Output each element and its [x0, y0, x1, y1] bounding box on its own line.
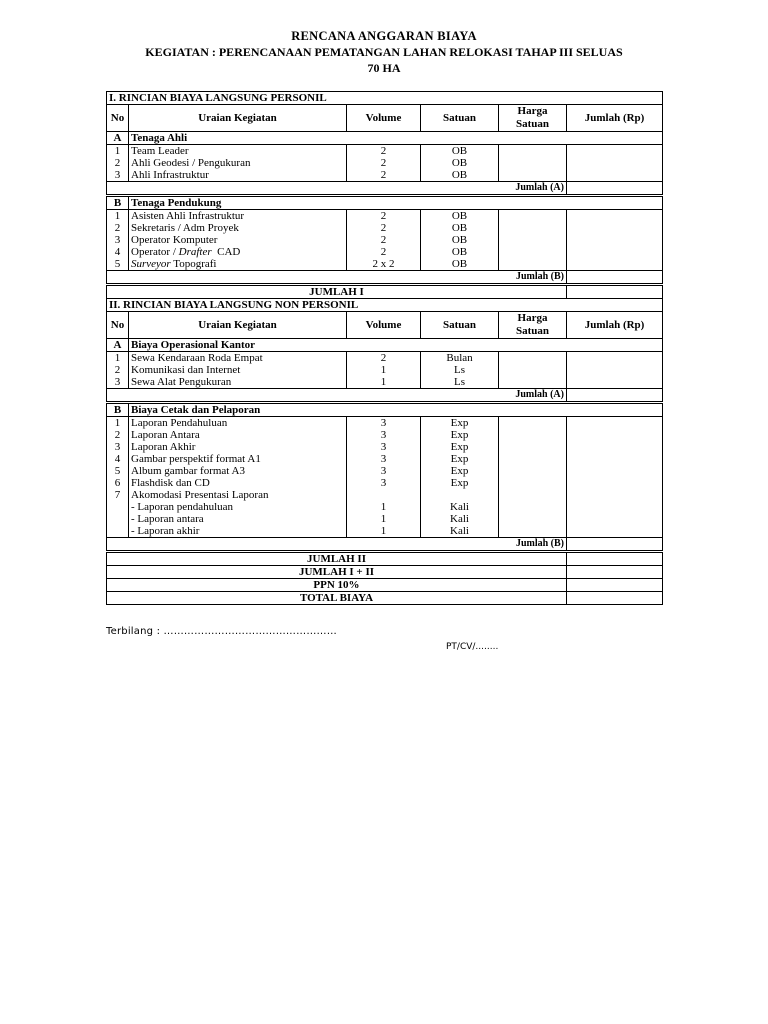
row-jumlah	[567, 489, 663, 501]
row-volume: 2 x 2	[347, 258, 421, 271]
subtotal-row	[107, 389, 663, 403]
grand-total-value	[567, 592, 663, 605]
row-harga	[499, 246, 567, 258]
row-harga	[499, 376, 567, 389]
row-no: 1	[107, 145, 129, 158]
subtotal-label: Jumlah (B)	[107, 271, 567, 285]
col-satuan-header: Satuan	[421, 312, 499, 339]
row-volume: 3	[347, 477, 421, 489]
document-title: RENCANA ANGGARAN BIAYA	[291, 29, 477, 43]
row-uraian: Asisten Ahli Infrastruktur	[129, 210, 347, 223]
group-code: A	[107, 132, 129, 145]
group-title: Biaya Cetak dan Pelaporan	[129, 403, 663, 417]
harga-label-line2: Satuan	[515, 325, 550, 337]
row-satuan: Kali	[421, 525, 499, 538]
column-header-row	[107, 105, 663, 132]
ppn-label: PPN 10%	[107, 579, 567, 592]
row-harga	[499, 465, 567, 477]
row-uraian: Ahli Geodesi / Pengukuran	[129, 157, 347, 169]
table-row	[107, 157, 663, 169]
row-harga	[499, 417, 567, 430]
row-no: 2	[107, 157, 129, 169]
row-jumlah	[567, 465, 663, 477]
col-no-header: No	[107, 312, 129, 339]
subtotal-value	[567, 389, 663, 403]
group-title: Tenaga Ahli	[129, 132, 663, 145]
harga-label-line1: Harga	[517, 105, 548, 117]
row-volume: 2	[347, 169, 421, 182]
harga-label-line1: Harga	[517, 312, 548, 324]
row-volume: 1	[347, 513, 421, 525]
company-placeholder: PT/CV/........	[446, 642, 499, 652]
col-volume-header: Volume	[347, 312, 421, 339]
uraian-text-suffix: CAD	[211, 246, 241, 258]
section-1-title: I. RINCIAN BIAYA LANGSUNG PERSONIL	[107, 92, 663, 105]
row-no: 5	[107, 258, 129, 271]
document-subtitle-continued: 70 HA	[367, 61, 401, 75]
row-satuan: Exp	[421, 417, 499, 430]
row-satuan: OB	[421, 169, 499, 182]
row-satuan: Ls	[421, 364, 499, 376]
total-value	[567, 552, 663, 566]
row-satuan: Exp	[421, 465, 499, 477]
row-satuan: OB	[421, 157, 499, 169]
group-code: A	[107, 339, 129, 352]
table-row	[107, 169, 663, 182]
row-volume: 3	[347, 417, 421, 430]
row-harga	[499, 210, 567, 223]
row-satuan: Kali	[421, 513, 499, 525]
row-satuan: OB	[421, 222, 499, 234]
grand-subtotal-row	[107, 566, 663, 579]
row-satuan	[421, 489, 499, 501]
row-uraian: Sewa Alat Pengukuran	[129, 376, 347, 389]
row-no: 7	[107, 489, 129, 501]
table-row	[107, 465, 663, 477]
row-harga	[499, 525, 567, 538]
row-no	[107, 513, 129, 525]
col-uraian-header: Uraian Kegiatan	[129, 312, 347, 339]
table-row	[107, 234, 663, 246]
section-1-heading-row	[107, 92, 663, 105]
col-jumlah-header: Jumlah (Rp)	[567, 312, 663, 339]
row-no: 6	[107, 477, 129, 489]
row-no: 2	[107, 222, 129, 234]
row-volume: 2	[347, 222, 421, 234]
subtotal-value	[567, 538, 663, 552]
row-harga	[499, 352, 567, 365]
section-2-heading-row	[107, 299, 663, 312]
table-row	[107, 429, 663, 441]
row-volume: 1	[347, 501, 421, 513]
jumlah-1-2-value	[567, 566, 663, 579]
row-no: 1	[107, 417, 129, 430]
row-uraian: Album gambar format A3	[129, 465, 347, 477]
row-volume: 2	[347, 234, 421, 246]
row-no: 3	[107, 376, 129, 389]
uraian-text-suffix: Topografi	[170, 258, 217, 270]
table-row	[107, 489, 663, 501]
row-jumlah	[567, 417, 663, 430]
row-uraian: Laporan Pendahuluan	[129, 417, 347, 430]
budget-table	[106, 91, 663, 605]
row-harga	[499, 453, 567, 465]
group-title: Biaya Operasional Kantor	[129, 339, 663, 352]
row-jumlah	[567, 429, 663, 441]
row-jumlah	[567, 145, 663, 158]
row-no	[107, 501, 129, 513]
row-no: 1	[107, 210, 129, 223]
section-2-title: II. RINCIAN BIAYA LANGSUNG NON PERSONIL	[107, 299, 663, 312]
table-row	[107, 352, 663, 365]
row-satuan: OB	[421, 210, 499, 223]
row-satuan: OB	[421, 145, 499, 158]
row-jumlah	[567, 210, 663, 223]
row-volume: 2	[347, 157, 421, 169]
subtotal-row	[107, 538, 663, 552]
row-harga	[499, 489, 567, 501]
row-harga	[499, 222, 567, 234]
row-uraian: Sewa Kendaraan Roda Empat	[129, 352, 347, 365]
row-satuan: Bulan	[421, 352, 499, 365]
row-uraian	[129, 258, 347, 271]
row-uraian: Laporan Akhir	[129, 441, 347, 453]
row-uraian: - Laporan pendahuluan	[129, 501, 347, 513]
total-label: JUMLAH I	[107, 285, 567, 299]
jumlah-1-2-label: JUMLAH I + II	[107, 566, 567, 579]
row-jumlah	[567, 525, 663, 538]
total-value	[567, 285, 663, 299]
row-jumlah	[567, 169, 663, 182]
total-label: JUMLAH II	[107, 552, 567, 566]
row-uraian: Ahli Infrastruktur	[129, 169, 347, 182]
row-volume: 3	[347, 465, 421, 477]
row-uraian: Komunikasi dan Internet	[129, 364, 347, 376]
row-volume	[347, 489, 421, 501]
row-harga	[499, 169, 567, 182]
row-uraian: - Laporan akhir	[129, 525, 347, 538]
row-satuan: Ls	[421, 376, 499, 389]
row-jumlah	[567, 222, 663, 234]
total-row	[107, 285, 663, 299]
terbilang-text: Terbilang : ……………………………………………	[106, 626, 337, 637]
row-jumlah	[567, 246, 663, 258]
table-row	[107, 441, 663, 453]
table-row	[107, 210, 663, 223]
row-satuan: OB	[421, 234, 499, 246]
group-code: B	[107, 403, 129, 417]
column-header-row	[107, 312, 663, 339]
row-harga	[499, 477, 567, 489]
grand-total-row	[107, 592, 663, 605]
row-uraian: Laporan Antara	[129, 429, 347, 441]
row-jumlah	[567, 441, 663, 453]
col-satuan-header: Satuan	[421, 105, 499, 132]
table-row	[107, 246, 663, 258]
row-harga	[499, 234, 567, 246]
row-uraian: Team Leader	[129, 145, 347, 158]
table-row	[107, 364, 663, 376]
row-uraian: - Laporan antara	[129, 513, 347, 525]
row-volume: 1	[347, 364, 421, 376]
table-row	[107, 525, 663, 538]
subtotal-row	[107, 182, 663, 196]
row-volume: 1	[347, 525, 421, 538]
harga-label-line2: Satuan	[515, 118, 550, 130]
subtotal-label: Jumlah (A)	[107, 389, 567, 403]
row-uraian: Akomodasi Presentasi Laporan	[129, 489, 347, 501]
row-volume: 2	[347, 210, 421, 223]
row-uraian: Flashdisk dan CD	[129, 477, 347, 489]
row-no: 3	[107, 441, 129, 453]
row-satuan: Exp	[421, 453, 499, 465]
group-code: B	[107, 196, 129, 210]
row-harga	[499, 157, 567, 169]
row-volume: 3	[347, 441, 421, 453]
table-row	[107, 417, 663, 430]
row-satuan: Exp	[421, 441, 499, 453]
table-row	[107, 258, 663, 271]
row-harga	[499, 429, 567, 441]
grand-total-label: TOTAL BIAYA	[107, 592, 567, 605]
col-volume-header: Volume	[347, 105, 421, 132]
group-heading-row	[107, 196, 663, 210]
subtotal-value	[567, 271, 663, 285]
row-jumlah	[567, 501, 663, 513]
table-row	[107, 376, 663, 389]
row-satuan: OB	[421, 246, 499, 258]
row-jumlah	[567, 258, 663, 271]
uraian-italic-text: Surveyor	[131, 258, 171, 270]
row-no: 5	[107, 465, 129, 477]
row-jumlah	[567, 352, 663, 365]
group-heading-row	[107, 403, 663, 417]
row-no: 2	[107, 364, 129, 376]
row-volume: 2	[347, 352, 421, 365]
row-no: 2	[107, 429, 129, 441]
row-uraian: Operator Komputer	[129, 234, 347, 246]
row-satuan: OB	[421, 258, 499, 271]
row-no: 1	[107, 352, 129, 365]
uraian-text: Operator /	[131, 246, 179, 258]
row-jumlah	[567, 453, 663, 465]
row-jumlah	[567, 513, 663, 525]
ppn-value	[567, 579, 663, 592]
col-uraian-header: Uraian Kegiatan	[129, 105, 347, 132]
row-harga	[499, 364, 567, 376]
row-no	[107, 525, 129, 538]
row-uraian: Gambar perspektif format A1	[129, 453, 347, 465]
col-jumlah-header: Jumlah (Rp)	[567, 105, 663, 132]
row-harga	[499, 145, 567, 158]
subtotal-row	[107, 271, 663, 285]
row-satuan: Kali	[421, 501, 499, 513]
group-title: Tenaga Pendukung	[129, 196, 663, 210]
row-harga	[499, 513, 567, 525]
col-harga-header	[499, 312, 567, 339]
row-no: 4	[107, 246, 129, 258]
row-no: 3	[107, 234, 129, 246]
table-row	[107, 477, 663, 489]
row-volume: 2	[347, 145, 421, 158]
col-no-header: No	[107, 105, 129, 132]
document-subtitle: KEGIATAN : PERENCANAAN PEMATANGAN LAHAN RELOKASI TAHAP III SELUAS	[145, 45, 623, 59]
row-satuan: Exp	[421, 429, 499, 441]
row-harga	[499, 501, 567, 513]
subtotal-label: Jumlah (B)	[107, 538, 567, 552]
subtotal-label: Jumlah (A)	[107, 182, 567, 196]
row-no: 4	[107, 453, 129, 465]
group-heading-row	[107, 132, 663, 145]
total-row	[107, 552, 663, 566]
row-harga	[499, 441, 567, 453]
row-jumlah	[567, 376, 663, 389]
row-volume: 3	[347, 453, 421, 465]
row-jumlah	[567, 364, 663, 376]
table-row	[107, 513, 663, 525]
row-harga	[499, 258, 567, 271]
table-row	[107, 501, 663, 513]
row-jumlah	[567, 477, 663, 489]
row-uraian	[129, 246, 347, 258]
subtotal-value	[567, 182, 663, 196]
row-uraian: Sekretaris / Adm Proyek	[129, 222, 347, 234]
group-heading-row	[107, 339, 663, 352]
table-row	[107, 145, 663, 158]
uraian-italic-text: Drafter	[178, 246, 212, 258]
row-volume: 1	[347, 376, 421, 389]
row-no: 3	[107, 169, 129, 182]
col-harga-header	[499, 105, 567, 132]
table-row	[107, 222, 663, 234]
table-row	[107, 453, 663, 465]
ppn-row	[107, 579, 663, 592]
row-jumlah	[567, 157, 663, 169]
row-jumlah	[567, 234, 663, 246]
row-satuan: Exp	[421, 477, 499, 489]
row-volume: 3	[347, 429, 421, 441]
row-volume: 2	[347, 246, 421, 258]
